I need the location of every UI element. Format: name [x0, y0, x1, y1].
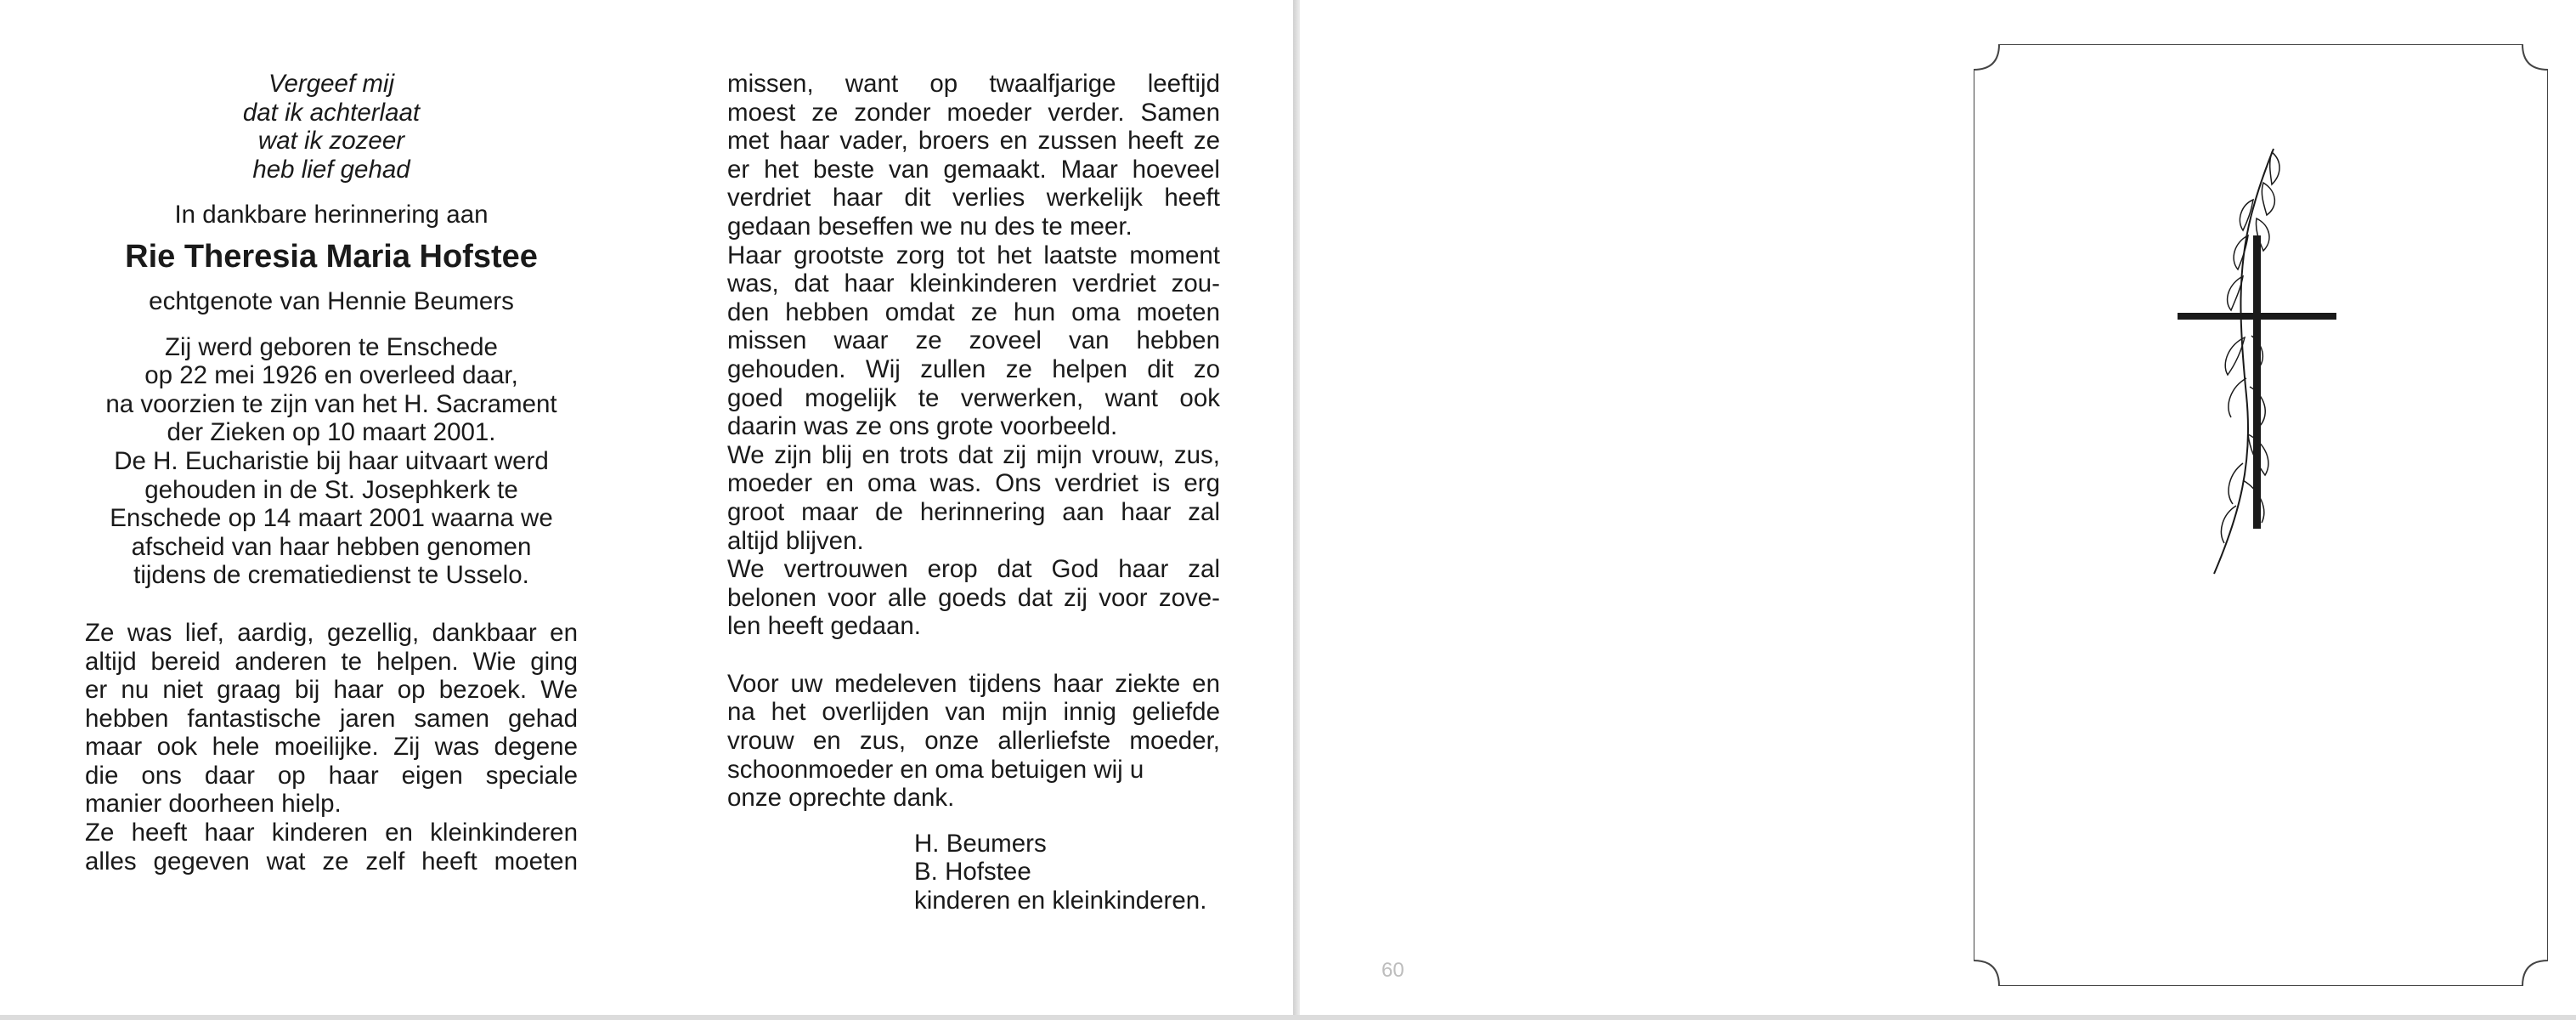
text-line: We zijn blij en trots dat zij mijn vrouw, zus,: [727, 440, 1220, 469]
text-line: den hebben omdat ze hun oma moeten: [727, 298, 1220, 326]
card-fold: [1293, 0, 1300, 1020]
bio-line: Zij werd geboren te Enschede: [165, 332, 498, 361]
intro-text: In dankbare herinnering aan: [174, 201, 489, 230]
text-line: missen waar ze zoveel van hebben: [727, 326, 1220, 355]
text-line: gedaan beseffen we nu des te meer.: [727, 212, 1133, 241]
thanks-line: na het overlijden van mijn innig geliefde: [727, 698, 1220, 727]
text-line: missen, want op twaalfjarige leeftijd: [727, 70, 1220, 98]
text-line: er het beste van gemaakt. Maar hoeveel: [727, 155, 1220, 184]
bio-line: gehouden in de St. Josephkerk te: [144, 475, 518, 504]
thanks-line: schoonmoeder en oma betuigen wij u: [727, 755, 1144, 784]
thanks-paragraph: [727, 670, 1220, 813]
tribute-paragraph: [85, 619, 578, 876]
bio-line: na voorzien te zijn van het H. Sacrament: [105, 389, 557, 418]
text-line: moeder en oma was. Ons verdriet is erg: [727, 469, 1220, 498]
signature-line: kinderen en kleinkinderen.: [914, 887, 1207, 915]
deceased-name: Rie Theresia Maria Hofstee: [125, 238, 538, 275]
bio-line: Enschede op 14 maart 2001 waarna we: [110, 504, 553, 533]
page-number: 60: [1381, 959, 1404, 982]
text-line: verdriet haar dit verlies werkelijk heeft: [727, 184, 1220, 212]
bio-line: der Zieken op 10 maart 2001.: [167, 418, 496, 447]
scan-bottom-edge: [0, 1015, 2576, 1020]
text-line: daarin was ze ons grote voorbeeld.: [727, 412, 1118, 441]
memorial-verse: [85, 70, 578, 184]
text-line: altijd blijven.: [727, 526, 864, 555]
tribute-line: alles gegeven wat ze zelf heeft moeten: [85, 847, 578, 876]
text-line: met haar vader, broers en zussen heeft ze: [727, 127, 1220, 156]
biography: [85, 333, 578, 590]
tribute-line: er nu niet graag bij haar op bezoek. We: [85, 676, 578, 705]
signature-line: H. Beumers: [914, 829, 1047, 858]
cross-with-palm-branch-icon: [2158, 140, 2353, 582]
verse-line: wat ik zozeer: [257, 127, 405, 156]
tribute-line: maar ook hele moeilijke. Zij was degene: [85, 733, 578, 762]
tribute-line: Ze heeft haar kinderen en kleinkinderen: [85, 819, 578, 847]
tribute-line: hebben fantastische jaren samen gehad: [85, 704, 578, 733]
text-line: was, dat haar kleinkinderen verdriet zou-: [727, 269, 1220, 298]
right-column: [727, 70, 1220, 915]
verse-line: heb lief gehad: [252, 155, 410, 184]
continued-paragraph: [727, 70, 1220, 641]
thanks-line: vrouw en zus, onze allerliefste moeder,: [727, 727, 1220, 756]
bio-line: afscheid van haar hebben genomen: [131, 532, 532, 561]
text-line: gehouden. Wij zullen ze helpen dit zo: [727, 354, 1220, 383]
text-line: goed mogelijk te verwerken, want ook: [727, 383, 1220, 412]
text-line: We vertrouwen erop dat God haar zal: [727, 555, 1220, 584]
text-line: groot maar de herinnering aan haar zal: [727, 497, 1220, 526]
bio-line: De H. Eucharistie bij haar uitvaart werd: [114, 446, 549, 475]
verse-line: dat ik achterlaat: [242, 98, 421, 127]
text-line: Haar grootste zorg tot het laatste moment: [727, 241, 1220, 269]
signature-line: B. Hofstee: [914, 858, 1031, 887]
tribute-line: die ons daar op haar eigen speciale: [85, 761, 578, 790]
text-line: belonen voor alle goeds dat zij voor zove-: [727, 583, 1220, 612]
left-column: [85, 70, 578, 876]
verse-line: Vergeef mij: [268, 70, 395, 98]
text-line: moest ze zonder moeder verder. Samen: [727, 98, 1220, 127]
spouse-text: echtgenote van Hennie Beumers: [149, 286, 514, 315]
thanks-line: Voor uw medeleven tijdens haar ziekte en: [727, 669, 1220, 698]
text-line: len heeft gedaan.: [727, 612, 922, 641]
tribute-line: manier doorheen hielp.: [85, 790, 342, 819]
thanks-line: onze oprechte dank.: [727, 784, 955, 813]
bio-line: op 22 mei 1926 en overleed daar,: [144, 361, 518, 390]
signature-block: [914, 830, 1220, 915]
bio-line: tijdens de crematiedienst te Usselo.: [133, 561, 529, 590]
tribute-line: Ze was lief, aardig, gezellig, dankbaar en: [85, 618, 578, 647]
tribute-line: altijd bereid anderen te helpen. Wie ging: [85, 647, 578, 676]
